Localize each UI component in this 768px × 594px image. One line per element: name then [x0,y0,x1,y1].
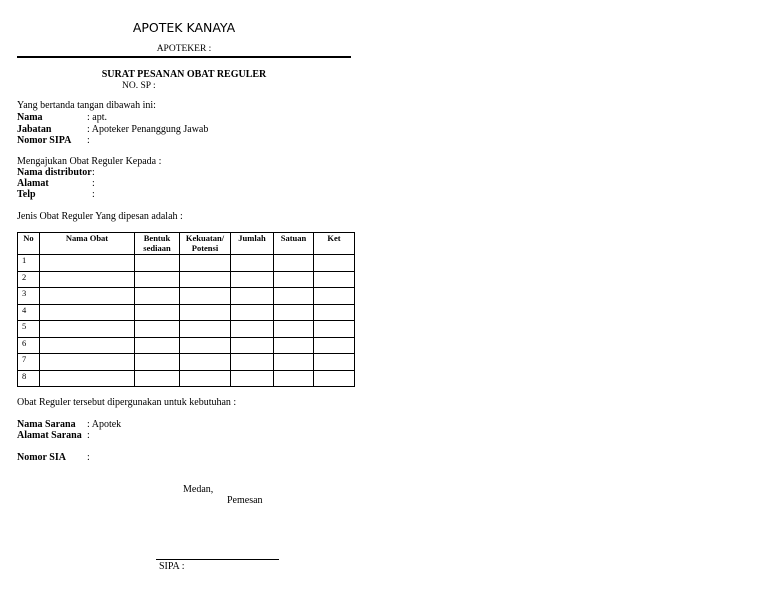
table-row [18,337,355,354]
purpose-intro: Obat Reguler tersebut dipergunakan untuk kebutuhan : [17,397,237,408]
cell-quantity [231,370,274,387]
distributor-intro: Mengajukan Obat Reguler Kepada : [17,156,162,167]
signature-line [156,559,279,560]
cell-quantity [231,304,274,321]
cell-drug-name [40,304,135,321]
table-row [18,271,355,288]
col-header-strength: Kekuatan/ Potensi [180,233,231,255]
cell-notes [314,321,355,338]
cell-strength [180,370,231,387]
header-divider [17,56,351,58]
cell-dosage-form [135,354,180,371]
cell-drug-name [40,337,135,354]
signer-name-value: : apt. [87,112,107,123]
distributor-address-label: Alamat [17,178,49,189]
table-row [18,304,355,321]
cell-notes [314,370,355,387]
signer-intro: Yang bertanda tangan dibawah ini: [17,100,156,111]
cell-dosage-form [135,271,180,288]
cell-dosage-form [135,304,180,321]
cell-no: 3 [18,288,40,305]
cell-notes [314,255,355,272]
table-row [18,370,355,387]
facility-name-label: Nama Sarana [17,419,76,430]
cell-dosage-form [135,255,180,272]
cell-no: 5 [18,321,40,338]
facility-address-label: Alamat Sarana [17,430,82,441]
cell-drug-name [40,321,135,338]
distributor-name-value: : [92,167,95,178]
facility-address-value: : [87,430,90,441]
cell-quantity [231,288,274,305]
cell-quantity [231,354,274,371]
signature-role: Pemesan [227,495,263,506]
cell-notes [314,304,355,321]
cell-quantity [231,321,274,338]
cell-unit [274,255,314,272]
pharmacy-name: APOTEK KANAYA [132,20,236,35]
facility-name-value: : Apotek [87,419,122,430]
cell-strength [180,304,231,321]
signer-position-label: Jabatan [17,124,52,135]
col-header-no: No [18,233,40,255]
sia-number-value: : [87,452,90,463]
cell-strength [180,321,231,338]
signer-name-label: Nama [17,112,43,123]
signer-position-value: : Apoteker Penanggung Jawab [87,124,209,135]
distributor-phone-label: Telp [17,189,36,200]
cell-no: 2 [18,271,40,288]
cell-quantity [231,337,274,354]
col-header-notes: Ket [314,233,355,255]
cell-no: 4 [18,304,40,321]
apoteker-label: APOTEKER : [156,44,212,54]
cell-drug-name [40,271,135,288]
distributor-address-value: : [92,178,95,189]
table-row [18,354,355,371]
cell-strength [180,271,231,288]
sia-number-label: Nomor SIA [17,452,66,463]
cell-drug-name [40,354,135,371]
cell-drug-name [40,370,135,387]
cell-no: 1 [18,255,40,272]
cell-unit [274,337,314,354]
document-title: SURAT PESANAN OBAT REGULER [101,69,267,80]
cell-dosage-form [135,337,180,354]
signature-city: Medan, [183,484,214,495]
cell-dosage-form [135,321,180,338]
col-header-dosage-form: Bentuk sediaan [135,233,180,255]
signature-sipa-label: SIPA : [159,561,185,572]
cell-strength [180,354,231,371]
cell-strength [180,255,231,272]
cell-notes [314,271,355,288]
cell-notes [314,337,355,354]
col-header-quantity: Jumlah [231,233,274,255]
cell-unit [274,271,314,288]
col-header-unit: Satuan [274,233,314,255]
cell-dosage-form [135,370,180,387]
cell-drug-name [40,288,135,305]
order-table-header [18,233,355,255]
cell-quantity [231,271,274,288]
cell-notes [314,354,355,371]
cell-no: 7 [18,354,40,371]
col-header-drug-name: Nama Obat [40,233,135,255]
cell-notes [314,288,355,305]
signer-sipa-label: Nomor SIPA [17,135,72,146]
distributor-name-label: Nama distributor [17,167,92,178]
cell-unit [274,354,314,371]
cell-strength [180,288,231,305]
cell-unit [274,288,314,305]
distributor-phone-value: : [92,189,95,200]
cell-no: 8 [18,370,40,387]
table-row [18,255,355,272]
cell-unit [274,304,314,321]
cell-unit [274,321,314,338]
cell-unit [274,370,314,387]
table-row [18,321,355,338]
cell-no: 6 [18,337,40,354]
cell-dosage-form [135,288,180,305]
order-table [17,232,355,387]
signer-sipa-value: : [87,135,90,146]
order-intro: Jenis Obat Reguler Yang dipesan adalah : [17,211,183,222]
cell-drug-name [40,255,135,272]
sp-number-label: NO. SP : [122,81,156,91]
table-row [18,288,355,305]
cell-quantity [231,255,274,272]
cell-strength [180,337,231,354]
